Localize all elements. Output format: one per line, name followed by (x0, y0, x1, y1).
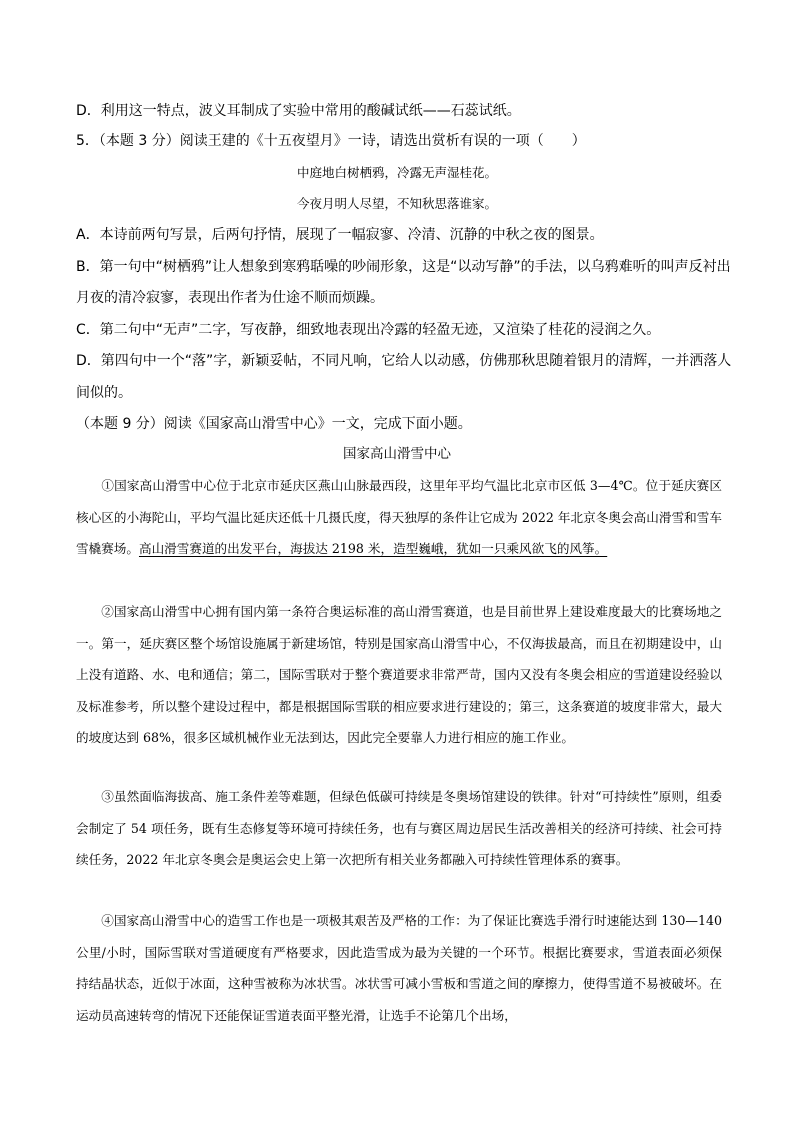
paragraph-3-text: ③虽然面临海拔高、施工条件差等难题，但绿色低碳可持续是冬奥场馆建设的铁律。针对“可持续性”原则，组委会制定了 54 项任务，既有生态修复等环境可持续任务，也有与赛区周边居民生活改善相关的经济可持续、社会可持续任务，2022 年北京冬奥会是奥运会史上第一次把所有相关业务都融入可持续性管理体系的赛事。 (76, 789, 722, 867)
paragraph-3 (76, 781, 722, 876)
poem-line-2: 今夜月明人尽望，不知秋思落谁家。 (296, 196, 497, 211)
q5-option-c: C．第二句中“无声”二字，写夜静，细致地表现出冷露的轻盈无迹，又渲染了桂花的浸润之久。 (76, 322, 661, 338)
q5-option-b-line1: B．第一句中“树栖鸦”让人想象到寒鸦聒噪的吵闹形象，这是“以动写静”的手法，以乌鸦难听的叫声反衬出 (76, 259, 731, 275)
poem-line-1: 中庭地白树栖鸦，冷露无声湿桂花。 (296, 165, 497, 180)
q5-option-b-line2: 月夜的清冷寂寥，表现出作者为仕途不顺而烦躁。 (76, 290, 384, 306)
paragraph-4 (76, 905, 722, 1031)
paragraph-4-text: ④国家高山滑雪中心的造雪工作也是一项极其艰苦及严格的工作：为了保证比赛选手滑行时速能达到 130—140 公里/小时，国际雪联对雪道硬度有严格要求，因此造雪成为最为关键的一个环节。根据比赛要求，雪道表面必须保持结晶状态，近似于冰面，这种雪被称为冰状雪。冰状雪可减小雪板和雪道之间的摩擦力，使得雪道不易被破坏。在运动员高速转弯的情况下还能保证雪道表面平整光滑，让选手不论第几个出场， (76, 913, 722, 1023)
paragraph-1-underlined: 高山滑雪赛道的出发平台，海拔达 2198 米，造型巍峨，犹如一只乘风欲飞的风筝。 (138, 541, 608, 556)
q5-stem: 5．（本题 3 分）阅读王建的《十五夜望月》一诗，请选出赏析有误的一项（ ） (76, 133, 586, 149)
paragraph-1 (76, 470, 722, 565)
q4-option-d: D．利用这一特点，波义耳制成了实验中常用的酸碱试纸——石蕊试纸。 (76, 103, 521, 119)
reading-intro: （本题 9 分）阅读《国家高山滑雪中心》一文，完成下面小题。 (76, 416, 472, 432)
q5-option-a: A．本诗前两句写景，后两句抒情，展现了一幅寂寥、冷清、沉静的中秋之夜的图景。 (76, 227, 604, 243)
paragraph-2 (76, 596, 722, 754)
q5-option-d-line1: D．第四句中一个“落”字，新颖妥帖，不同凡响，它给人以动感，仿佛那秋思随着银月的清辉，一并洒落人 (76, 353, 732, 369)
q5-option-d-line2: 间似的。 (76, 385, 132, 401)
article-title: 国家高山滑雪中心 (343, 446, 451, 462)
paragraph-1-text: ①国家高山滑雪中心位于北京市延庆区燕山山脉最西段，这里年平均气温比北京市区低 3—4℃。位于延庆赛区核心区的小海陀山，平均气温比延庆还低十几摄氏度，得天独厚的条件让它成为 2022 年北京冬奥会高山滑雪和雪车雪橇赛场。 (76, 478, 722, 556)
paragraph-2-text: ②国家高山滑雪中心拥有国内第一条符合奥运标准的高山滑雪赛道，也是目前世界上建设难度最大的比赛场地之一。第一，延庆赛区整个场馆设施属于新建场馆，特别是国家高山滑雪中心，不仅海拔最高，而且在初期建设中，山上没有道路、水、电和通信；第二，国际雪联对于整个赛道要求非常严苛，国内又没有冬奥会相应的雪道建设经验以及标准参考，所以整个建设过程中，都是根据国际雪联的相应要求进行建设的；第三，这条赛道的坡度非常大，最大的坡度达到 68%，很多区域机械作业无法到达，因此完全要靠人力进行相应的施工作业。 (76, 604, 722, 745)
